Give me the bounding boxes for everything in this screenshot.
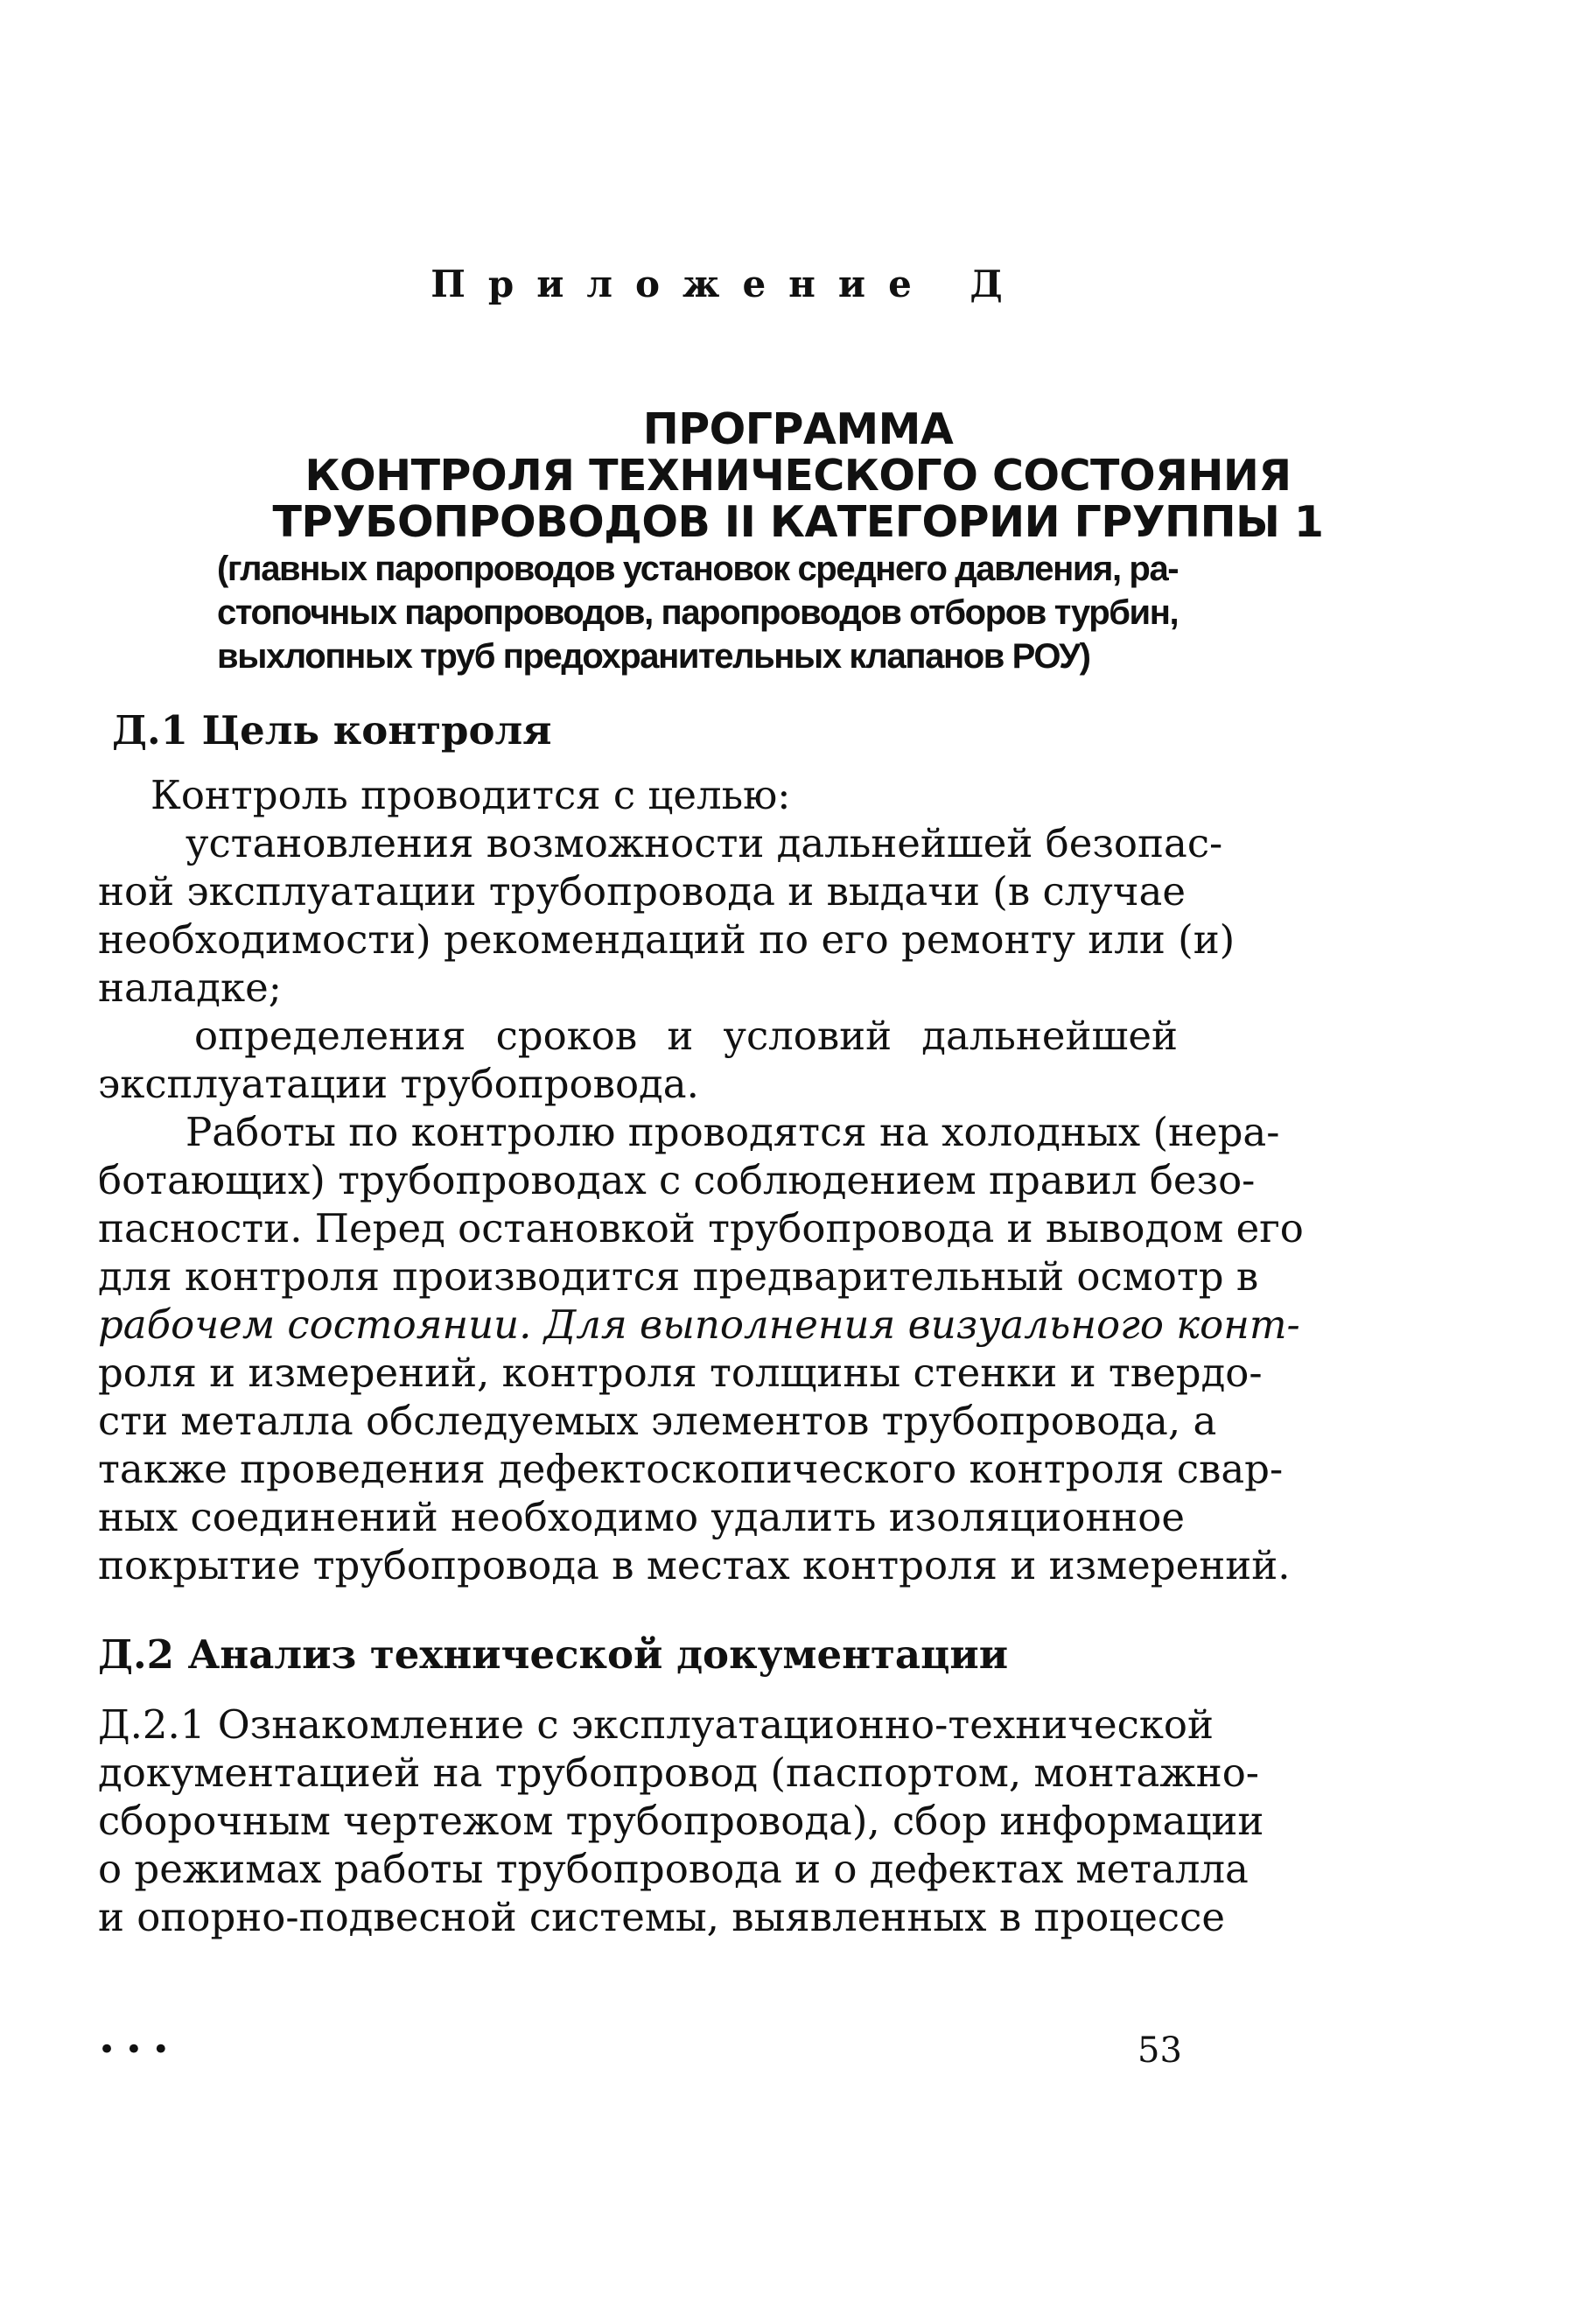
subtitle-line-2: стопочных паропроводов, паропроводов отборов турбин, <box>217 593 1179 632</box>
paragraph-line: покрытие трубопровода в местах контроля и измерений. <box>98 1542 1291 1588</box>
section-heading-d1: Д.1 Цель контроля <box>112 707 552 754</box>
program-title-line-2: КОНТРОЛЯ ТЕХНИЧЕСКОГО СОСТОЯНИЯ <box>304 451 1292 501</box>
paragraph-line: эксплуатации трубопровода. <box>98 1061 699 1107</box>
paragraph-line: пасности. Перед остановкой трубопровода и выводом его <box>98 1205 1304 1252</box>
appendix-label: Приложение Д <box>430 263 1026 305</box>
paragraph-line: сборочным чертежом трубопровода), сбор информации <box>98 1798 1264 1844</box>
paragraph-line: Д.2.1 Ознакомление с эксплуатационно-технической <box>98 1701 1214 1748</box>
paragraph-line: для контроля производится предварительный осмотр в <box>98 1253 1259 1300</box>
paragraph-line: установления возможности дальнейшей безопас- <box>186 820 1223 866</box>
program-title-line-3: ТРУБОПРОВОДОВ II КАТЕГОРИИ ГРУППЫ 1 <box>272 497 1324 547</box>
paragraph-line: определения сроков и условий дальнейшей <box>194 1013 1178 1059</box>
paragraph-line: необходимости) рекомендаций по его ремонту или (и) <box>98 916 1236 963</box>
paragraph-line: и опорно-подвесной системы, выявленных в процессе <box>98 1894 1225 1940</box>
paragraph-line: о режимах работы трубопровода и о дефектах металла <box>98 1846 1249 1892</box>
program-title-line-1: ПРОГРАММА <box>642 404 954 454</box>
paragraph-line: Контроль проводится с целью: <box>150 772 791 818</box>
section-heading-d2: Д.2 Анализ технической документации <box>98 1631 1009 1678</box>
paragraph-line: рабочем состоянии. Для выполнения визуального конт- <box>98 1301 1300 1348</box>
paragraph-line: ных соединений необходимо удалить изоляционное <box>98 1494 1186 1540</box>
paragraph-line: наладке; <box>98 964 282 1011</box>
paragraph-line: ной эксплуатации трубопровода и выдачи (в случае <box>98 868 1186 915</box>
page-number: 53 <box>1138 2030 1182 2071</box>
paragraph-line: документацией на трубопровод (паспортом, монтажно- <box>98 1750 1259 1796</box>
footer-mark: • • • <box>98 2032 170 2067</box>
paragraph-line: роля и измерений, контроля толщины стенки и твердо- <box>98 1350 1263 1396</box>
paragraph-line: ботающих) трубопроводах с соблюдением правил безо- <box>98 1157 1256 1203</box>
paragraph-line: также проведения дефектоскопического контроля свар- <box>98 1446 1284 1492</box>
paragraph-line: Работы по контролю проводятся на холодных (нера- <box>186 1109 1280 1155</box>
paragraph-line: сти металла обследуемых элементов трубопровода, а <box>98 1398 1217 1444</box>
subtitle-line-3: выхлопных труб предохранительных клапанов РОУ) <box>217 637 1090 676</box>
subtitle-line-1: (главных паропроводов установок среднего давления, ра- <box>217 550 1179 588</box>
